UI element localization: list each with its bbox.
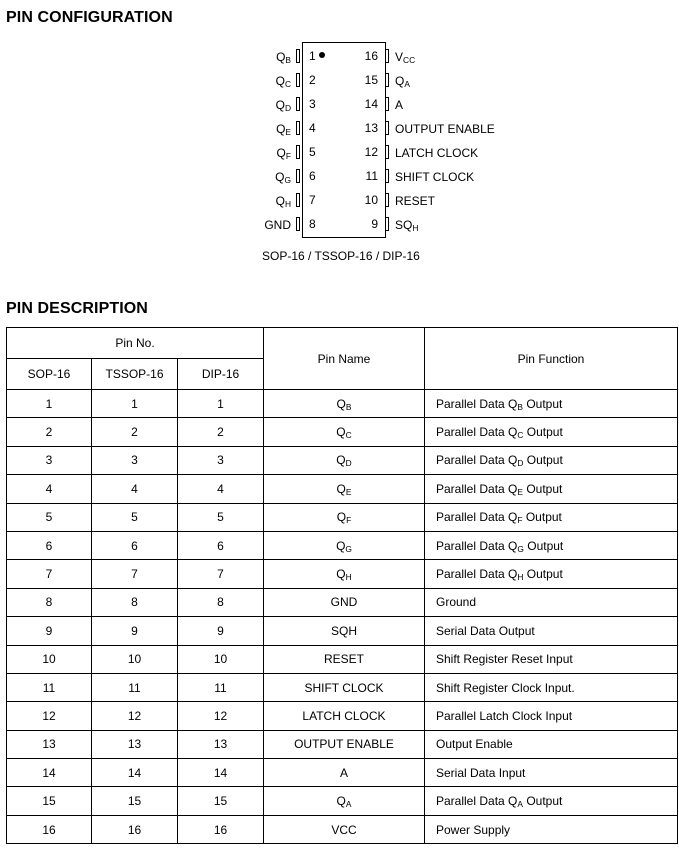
pin-number-dip: 9 [178,617,264,645]
pin-number-dip: 13 [178,730,264,758]
label-text: Q [336,794,346,809]
pin-number: 2 [309,73,316,87]
label-text: Q [276,50,286,64]
pin-number: 3 [309,97,316,111]
function-text: Output [522,481,563,496]
pin-name-cell [264,759,425,787]
pin-rows [7,390,678,844]
pin-number-dip: 2 [178,418,264,446]
header-dip16: DIP-16 [178,359,264,390]
pin-number-dip: 14 [178,759,264,787]
pin-number-tssop: 1 [92,390,178,418]
pin1-marker-dot [319,52,325,58]
pin-number-tssop: 7 [92,560,178,588]
pin-function-cell [425,560,678,588]
pin-stub [385,73,389,87]
label-text: SQ [395,218,413,232]
pin-number: 13 [364,121,378,135]
pin-name-cell [264,446,425,474]
subscript-text: C [345,430,352,441]
pin-label [395,122,495,136]
pin-number-tssop: 11 [92,673,178,701]
pin-name-cell [264,531,425,559]
pin-number-sop: 1 [7,390,92,418]
table-row [7,560,678,588]
pin-number: 9 [371,217,378,231]
pin-number-sop: 2 [7,418,92,446]
label-text: Q [276,122,286,136]
subscript-text: G [284,175,291,186]
pin-number-tssop: 4 [92,475,178,503]
table-row [7,645,678,673]
subscript-text: B [345,401,352,412]
pin-number-tssop: 10 [92,645,178,673]
pin-number-dip: 10 [178,645,264,673]
function-text: Parallel Data [436,510,509,525]
pin-label [276,194,291,208]
label-text: RESET [395,194,436,208]
pin-number-dip: 8 [178,588,264,616]
subscript-text: D [345,458,352,469]
pin-label [276,122,291,136]
pin-number-sop: 6 [7,531,92,559]
pin-label [276,98,291,112]
pin-function-cell [425,673,678,701]
function-text: Shift Register Clock Input. [436,680,575,695]
pin-description-table [6,327,678,844]
subscript-text: D [284,103,291,114]
subscript-text: B [517,401,523,412]
label-text: SHIFT CLOCK [304,680,384,695]
pin-number: 8 [309,217,316,231]
pin-label [276,50,291,64]
pin-label [277,146,291,160]
pin-number: 1 [309,49,316,63]
pin-label [395,194,435,208]
function-signal: Q [508,510,518,525]
pin-name-cell [264,560,425,588]
pin-number-tssop: 2 [92,418,178,446]
table-row [7,475,678,503]
table-row [7,446,678,474]
pin-number-dip: 7 [178,560,264,588]
function-text: Serial Data Input [436,765,526,780]
function-text: Parallel Data [436,453,509,468]
ic-package-body [302,42,386,238]
pin-function-cell [425,759,678,787]
table-row [7,787,678,815]
pin-name-cell [264,815,425,843]
pin-number-sop: 13 [7,730,92,758]
pin-stub [385,169,389,183]
pin-number-tssop: 15 [92,787,178,815]
pin-number-sop: 11 [7,673,92,701]
pin-number-tssop: 14 [92,759,178,787]
label-text: A [339,765,348,780]
pin-configuration-heading: PIN CONFIGURATION [6,9,173,26]
subscript-text: G [517,543,524,554]
function-text: Parallel Data [436,425,509,440]
pin-number-tssop: 8 [92,588,178,616]
pin-name-cell [264,645,425,673]
pin-name-cell [264,673,425,701]
pin-number-sop: 8 [7,588,92,616]
pin-number-dip: 15 [178,787,264,815]
pin-number: 14 [364,97,378,111]
pin-function-cell [425,645,678,673]
pin-name-cell [264,390,425,418]
pin-number: 5 [309,145,316,159]
label-text: Q [336,567,346,582]
pin-number: 12 [364,145,378,159]
pin-number-dip: 11 [178,673,264,701]
pin-number: 10 [364,193,378,207]
label-text: LATCH CLOCK [395,146,479,160]
pin-number-tssop: 13 [92,730,178,758]
label-text: Q [275,194,285,208]
function-text: Output Enable [436,737,513,752]
subscript-text: H [412,223,419,234]
function-signal: Q [508,425,518,440]
pin-label [395,218,418,232]
subscript-text: E [345,486,352,497]
label-text: V [395,50,404,64]
label-text: Q [336,481,346,496]
label-text: Q [336,538,346,553]
pin-function-cell [425,815,678,843]
table-row [7,673,678,701]
pin-name-cell [264,702,425,730]
table-row [7,418,678,446]
function-signal: Q [508,481,518,496]
subscript-text: H [284,199,291,210]
pin-stub [296,193,300,207]
pin-number-dip: 6 [178,531,264,559]
label-text: GND [330,595,358,610]
subscript-text: A [345,799,352,810]
pin-number: 15 [364,73,378,87]
function-text: Shift Register Reset Input [436,652,573,667]
function-text: Serial Data Output [436,623,535,638]
pin-stub [296,49,300,63]
subscript-text: E [517,486,523,497]
pin-number-sop: 7 [7,560,92,588]
function-signal: Q [508,538,518,553]
pin-function-cell [425,503,678,531]
subscript-text: E [285,127,291,138]
pin-name-cell [264,503,425,531]
pin-stub [296,217,300,231]
pin-label [395,146,478,160]
function-text: Power Supply [436,822,511,837]
pin-stub [385,145,389,159]
table-row [7,588,678,616]
pin-number-tssop: 3 [92,446,178,474]
label-text: Q [336,510,347,525]
pin-name-cell [264,588,425,616]
label-text: Q [336,396,346,411]
table-row [7,390,678,418]
pin-stub [296,73,300,87]
function-text: Output [523,425,563,440]
label-text: Q [336,425,346,440]
subscript-text: H [517,572,524,583]
pin-number-sop: 15 [7,787,92,815]
pin-label [395,50,415,64]
label-text: SHIFT CLOCK [395,170,475,184]
pin-number-sop: 12 [7,702,92,730]
pin-stub [385,97,389,111]
table-row [7,702,678,730]
pin-number-dip: 12 [178,702,264,730]
function-signal: Q [508,396,518,411]
pin-number-dip: 5 [178,503,264,531]
function-text: Output [522,510,562,525]
function-text: Parallel Latch Clock Input [436,708,573,723]
label-text: Q [275,170,285,184]
label-text: Q [395,74,405,88]
subscript-text: F [517,515,523,526]
pin-number-dip: 3 [178,446,264,474]
function-text: Output [523,538,564,553]
pin-stub [385,49,389,63]
function-signal: Q [508,567,518,582]
pin-stub [385,193,389,207]
function-text: Parallel Data [436,481,509,496]
pin-function-cell [425,475,678,503]
header-sop16: SOP-16 [7,359,92,390]
pin-number: 4 [309,121,316,135]
pin-function-cell [425,702,678,730]
function-text: Parallel Data [436,567,509,582]
subscript-text: H [345,572,352,583]
function-text: Parallel Data [436,396,509,411]
function-signal: Q [508,794,518,809]
pin-number: 7 [309,193,316,207]
pin-stub [296,169,300,183]
pin-stub [385,121,389,135]
label-text: A [395,98,404,112]
pin-description-heading: PIN DESCRIPTION [6,300,148,317]
function-text: Parallel Data [436,538,509,553]
label-text: SQH [330,623,357,638]
pin-number-tssop: 6 [92,531,178,559]
label-text: GND [264,218,291,232]
pin-number-sop: 14 [7,759,92,787]
table-row [7,815,678,843]
pin-number-tssop: 16 [92,815,178,843]
package-caption: SOP-16 / TSSOP-16 / DIP-16 [262,249,420,263]
pin-number-sop: 16 [7,815,92,843]
pin-name-cell [264,418,425,446]
pin-label [395,170,474,184]
pin-function-cell [425,588,678,616]
pin-function-cell [425,418,678,446]
subscript-text: C [284,79,291,90]
pin-label [395,74,410,88]
label-text: LATCH CLOCK [302,708,386,723]
pin-number-tssop: 9 [92,617,178,645]
pin-function-cell [425,730,678,758]
function-text: Output [522,396,563,411]
function-text: Output [523,453,563,468]
subscript-text: CC [403,55,416,66]
pin-number-tssop: 5 [92,503,178,531]
table-row [7,730,678,758]
pin-stub [296,97,300,111]
pin-number-sop: 4 [7,475,92,503]
table-row [7,531,678,559]
pin-name-cell [264,730,425,758]
pin-number-sop: 3 [7,446,92,474]
subscript-text: A [404,79,410,90]
table-row [7,759,678,787]
pin-number-sop: 10 [7,645,92,673]
table-row [7,617,678,645]
label-text: Q [275,98,285,112]
function-text: Ground [436,595,477,610]
subscript-text: D [517,458,524,469]
subscript-text: F [285,151,291,162]
pin-function-cell [425,446,678,474]
pin-number: 16 [364,49,378,63]
pin-name-cell [264,787,425,815]
pin-stub [385,217,389,231]
header-pin-name: Pin Name [264,328,425,390]
pin-label [395,98,403,112]
pin-function-cell [425,390,678,418]
table-row [7,503,678,531]
label-text: Q [275,74,285,88]
header-pin-function: Pin Function [425,328,678,390]
pin-function-cell [425,531,678,559]
pin-function-cell [425,617,678,645]
pin-label [275,170,291,184]
label-text: RESET [323,652,364,667]
subscript-text: F [346,515,352,526]
pin-label [264,218,291,232]
pin-label [276,74,291,88]
pin-number: 11 [365,169,378,183]
label-text: VCC [331,822,357,837]
subscript-text: A [517,799,523,810]
pin-function-cell [425,787,678,815]
function-signal: Q [508,453,518,468]
pin-number-sop: 9 [7,617,92,645]
function-text: Parallel Data [436,794,509,809]
label-text: Q [336,453,346,468]
pin-number-dip: 16 [178,815,264,843]
pin-name-cell [264,617,425,645]
pin-number-sop: 5 [7,503,92,531]
label-text: OUTPUT ENABLE [395,122,495,136]
pin-number-dip: 1 [178,390,264,418]
function-text: Output [523,567,563,582]
header-pin-no: Pin No. [7,328,264,359]
pin-stub [296,121,300,135]
label-text: OUTPUT ENABLE [294,737,394,752]
subscript-text: C [517,430,524,441]
subscript-text: B [285,55,291,66]
label-text: Q [276,146,286,160]
header-tssop16: TSSOP-16 [92,359,178,390]
pin-name-cell [264,475,425,503]
pin-number-dip: 4 [178,475,264,503]
function-text: Output [522,794,563,809]
subscript-text: G [345,543,352,554]
pin-number: 6 [309,169,316,183]
pin-number-tssop: 12 [92,702,178,730]
pin-stub [296,145,300,159]
